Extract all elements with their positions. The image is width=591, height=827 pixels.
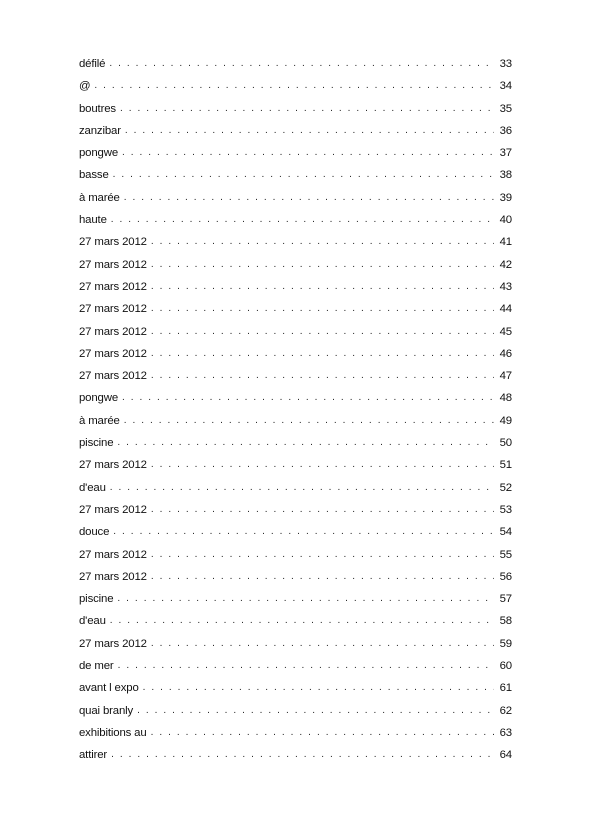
toc-entry[interactable] (79, 590, 512, 612)
toc-entry[interactable] (79, 523, 512, 545)
toc-entry-page-number: 53 (499, 503, 512, 516)
toc-entry-title: 27 mars 2012 (79, 570, 147, 583)
toc-dot-leader (151, 367, 494, 385)
toc-entry[interactable] (79, 724, 512, 746)
toc-entry-title: 27 mars 2012 (79, 258, 147, 271)
toc-entry-title: 27 mars 2012 (79, 236, 147, 249)
toc-dot-leader (117, 590, 494, 608)
toc-entry-page-number: 58 (499, 615, 512, 628)
toc-dot-leader (124, 412, 494, 430)
toc-entry-page-number: 38 (499, 169, 512, 182)
toc-entry-page-number: 55 (499, 548, 512, 561)
toc-entry-title: avant l expo (79, 682, 139, 695)
toc-entry[interactable] (79, 122, 512, 144)
toc-entry[interactable] (79, 166, 512, 188)
toc-entry-title: pongwe (79, 147, 119, 160)
toc-entry-page-number: 39 (499, 191, 512, 204)
toc-entry[interactable] (79, 434, 512, 456)
toc-entry-title: à marée (79, 191, 120, 204)
toc-dot-leader (113, 523, 494, 541)
toc-entry-title: attirer (79, 749, 108, 762)
toc-entry-title: 27 mars 2012 (79, 347, 147, 360)
toc-entry-page-number: 44 (499, 303, 512, 316)
toc-dot-leader (137, 702, 494, 720)
toc-entry-page-number: 63 (499, 726, 512, 739)
toc-entry-page-number: 51 (499, 459, 512, 472)
toc-dot-leader (151, 233, 494, 251)
toc-entry-page-number: 56 (499, 570, 512, 583)
toc-entry[interactable] (79, 367, 512, 389)
toc-entry-title: basse (79, 169, 109, 182)
toc-entry[interactable] (79, 679, 512, 701)
toc-dot-leader (113, 166, 494, 184)
toc-entry-title: 27 mars 2012 (79, 548, 147, 561)
toc-entry-title: d'eau (79, 615, 106, 628)
toc-dot-leader (151, 635, 494, 653)
toc-dot-leader (151, 568, 494, 586)
toc-entry-page-number: 40 (499, 214, 512, 227)
toc-entry-page-number: 45 (499, 325, 512, 338)
toc-entry-page-number: 46 (499, 347, 512, 360)
toc-dot-leader (151, 501, 494, 519)
toc-entry-title: d'eau (79, 481, 106, 494)
toc-dot-leader (109, 55, 494, 73)
toc-entry-title: 27 mars 2012 (79, 325, 147, 338)
toc-dot-leader (118, 657, 494, 675)
toc-entry-title: pongwe (79, 392, 119, 405)
toc-dot-leader (151, 546, 494, 564)
toc-entry[interactable] (79, 77, 512, 99)
toc-entry-title: à marée (79, 414, 120, 427)
toc-entry-page-number: 48 (499, 392, 512, 405)
toc-dot-leader (111, 211, 494, 229)
toc-entry-title: zanzibar (79, 124, 121, 137)
toc-entry-page-number: 60 (499, 660, 512, 673)
toc-entry[interactable] (79, 702, 512, 724)
toc-entry-page-number: 62 (499, 704, 512, 717)
toc-entry[interactable] (79, 456, 512, 478)
toc-entry[interactable] (79, 233, 512, 255)
toc-entry-title: @ (79, 80, 91, 93)
toc-entry-page-number: 64 (499, 749, 512, 762)
toc-entry-page-number: 33 (499, 58, 512, 70)
toc-entry-title: quai branly (79, 704, 134, 717)
toc-entry[interactable] (79, 100, 512, 122)
toc-entry-title: 27 mars 2012 (79, 503, 147, 516)
toc-dot-leader (125, 122, 494, 140)
toc-entry-title: 27 mars 2012 (79, 303, 147, 316)
toc-dot-leader (110, 479, 494, 497)
toc-entry[interactable] (79, 55, 512, 77)
toc-entry-title: piscine (79, 593, 114, 606)
toc-dot-leader (151, 724, 494, 742)
toc-entry[interactable] (79, 412, 512, 434)
toc-entry-title: haute (79, 214, 107, 227)
toc-entry[interactable] (79, 746, 512, 768)
toc-entry-title: boutres (79, 102, 116, 115)
toc-entry[interactable] (79, 144, 512, 166)
toc-dot-leader (120, 100, 494, 118)
toc-entry[interactable] (79, 323, 512, 345)
toc-dot-leader (124, 189, 494, 207)
toc-dot-leader (117, 434, 494, 452)
toc-entry[interactable] (79, 635, 512, 657)
toc-dot-leader (151, 456, 494, 474)
toc-entry-title: 27 mars 2012 (79, 370, 147, 383)
table-of-contents (79, 55, 512, 769)
toc-dot-leader (122, 144, 494, 162)
toc-entry-page-number: 59 (499, 637, 512, 650)
toc-entry[interactable] (79, 568, 512, 590)
toc-dot-leader (110, 612, 494, 630)
toc-entry-title: 27 mars 2012 (79, 459, 147, 472)
toc-entry-page-number: 52 (499, 481, 512, 494)
toc-dot-leader (151, 323, 494, 341)
toc-dot-leader (151, 256, 494, 274)
toc-dot-leader (151, 300, 494, 318)
toc-entry[interactable] (79, 211, 512, 233)
toc-entry-title: 27 mars 2012 (79, 637, 147, 650)
toc-dot-leader (143, 679, 494, 697)
toc-entry-title: 27 mars 2012 (79, 280, 147, 293)
toc-entry-page-number: 47 (499, 370, 512, 383)
toc-entry[interactable] (79, 546, 512, 568)
toc-entry[interactable] (79, 256, 512, 278)
toc-entry[interactable] (79, 300, 512, 322)
toc-entry-page-number: 61 (499, 682, 512, 695)
toc-entry-page-number: 34 (499, 80, 512, 93)
toc-entry-page-number: 42 (499, 258, 512, 271)
toc-entry-title: exhibitions au (79, 726, 147, 739)
toc-dot-leader (111, 746, 494, 764)
toc-entry-title: douce (79, 526, 110, 539)
toc-entry-title: de mer (79, 660, 114, 673)
toc-entry[interactable] (79, 612, 512, 634)
toc-entry[interactable] (79, 345, 512, 367)
toc-dot-leader (151, 345, 494, 363)
toc-entry-page-number: 49 (499, 414, 512, 427)
toc-entry[interactable] (79, 501, 512, 523)
toc-entry[interactable] (79, 657, 512, 679)
toc-entry-page-number: 50 (499, 437, 512, 450)
toc-entry-page-number: 41 (499, 236, 512, 249)
toc-entry[interactable] (79, 189, 512, 211)
toc-entry-title: piscine (79, 437, 114, 450)
toc-dot-leader (122, 389, 494, 407)
toc-entry[interactable] (79, 479, 512, 501)
toc-entry-page-number: 54 (499, 526, 512, 539)
toc-entry-page-number: 36 (499, 124, 512, 137)
toc-entry-page-number: 35 (499, 102, 512, 115)
toc-dot-leader (151, 278, 494, 296)
toc-dot-leader (94, 77, 494, 95)
toc-entry[interactable] (79, 278, 512, 300)
toc-entry-page-number: 57 (499, 593, 512, 606)
toc-entry[interactable] (79, 389, 512, 411)
toc-entry-page-number: 43 (499, 280, 512, 293)
toc-entry-page-number: 37 (499, 147, 512, 160)
toc-entry-title: défilé (79, 58, 106, 70)
